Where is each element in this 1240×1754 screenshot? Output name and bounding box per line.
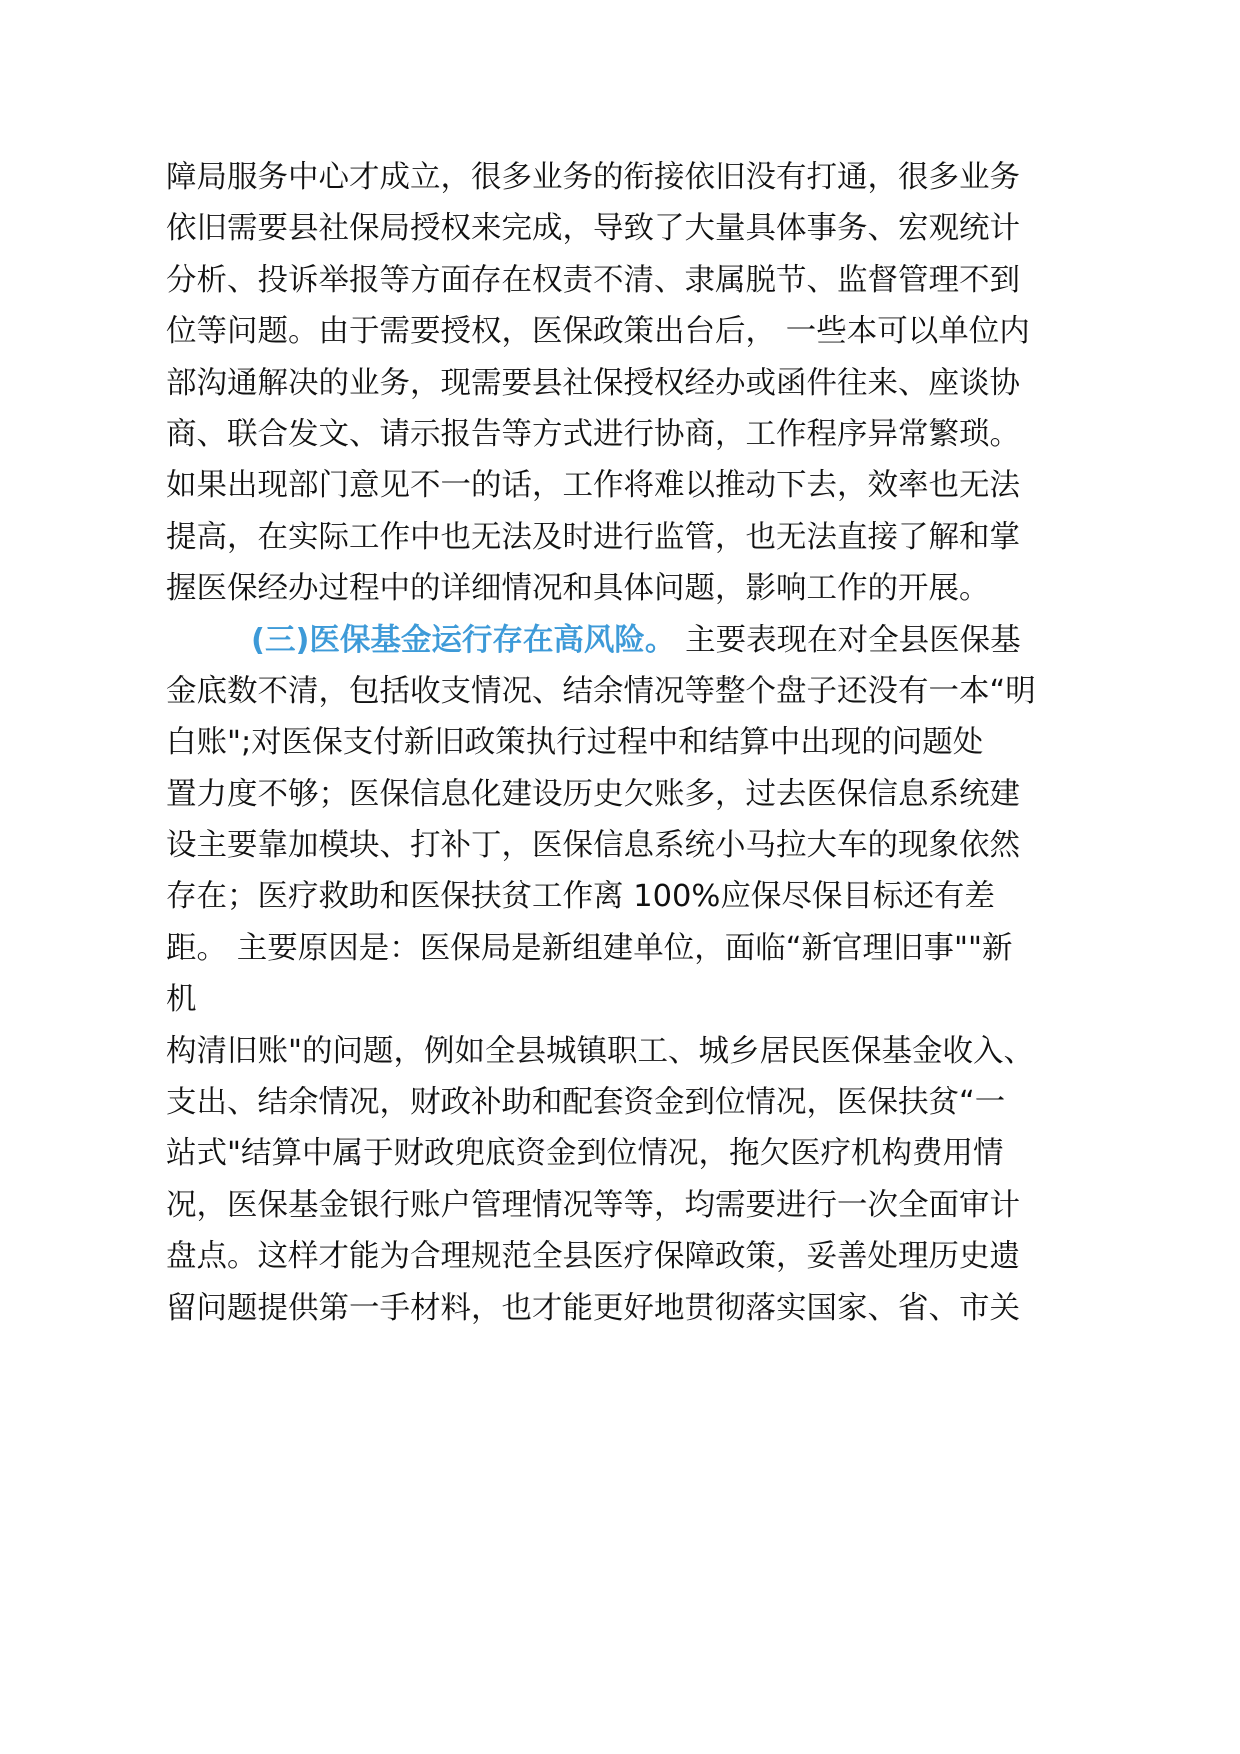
text-line-9: 握医保经办过程中的详细情况和具体问题，影响工作的开展。 <box>166 571 990 607</box>
text-line-22: 盘点。这样才能为合理规范全县医疗保障政策，妥善处理历史遗 <box>166 1239 1020 1275</box>
text-line-4: 位等问题。由于需要授权，医保政策出台后， 一些本可以单位内 <box>166 314 1030 350</box>
text-line-14: 设主要靠加模块、打补丁，医保信息系统小马拉大车的现象依然 <box>166 828 1020 864</box>
text-line-8: 提高，在实际工作中也无法及时进行监管，也无法直接了解和掌 <box>166 519 1020 555</box>
text-line-3: 分析、投诉举报等方面存在权责不清、隶属脱节、监督管理不到 <box>166 262 1020 298</box>
text-line-7: 如果出现部门意见不一的话，工作将难以推动下去，效率也无法 <box>166 468 1020 504</box>
text-line-17: 机 <box>166 982 197 1018</box>
text-line-23: 留问题提供第一手材料，也才能更好地贯彻落实国家、省、市关 <box>166 1290 1020 1326</box>
text-line-18: 构清旧账"的问题，例如全县城镇职工、城乡居民医保基金收入、 <box>166 1033 1035 1069</box>
body-text <box>166 152 1106 1334</box>
section-heading-line <box>166 615 1106 666</box>
text-line-20: 站式"结算中属于财政兜底资金到位情况，拖欠医疗机构费用情 <box>166 1136 1004 1172</box>
text-line-1: 障局服务中心才成立，很多业务的衔接依旧没有打通，很多业务 <box>166 160 1020 195</box>
text-line-15: 存在；医疗救助和医保扶贫工作离 100%应保尽保目标还有差 <box>166 879 995 915</box>
text-line-13: 置力度不够；医保信息化建设历史欠账多，过去医保信息系统建 <box>166 776 1020 812</box>
text-line-19: 支出、结余情况，财政补助和配套资金到位情况，医保扶贫“一 <box>166 1085 1006 1121</box>
text-line-16: 距。 主要原因是：医保局是新组建单位，面临“新官理旧事""新 <box>166 930 1013 966</box>
text-line-5: 部沟通解决的业务，现需要县社保授权经办或函件往来、座谈协 <box>166 365 1020 401</box>
text-line-21: 况，医保基金银行账户管理情况等等，均需要进行一次全面审计 <box>166 1187 1020 1223</box>
text-line-6: 商、联合发文、请示报告等方式进行协商，工作程序异常繁琐。 <box>166 416 1020 452</box>
text-line-12: 白账";对医保支付新旧政策执行过程中和结算中出现的问题处 <box>166 725 984 761</box>
heading-line-text: 主要表现在对全县医保基 <box>675 622 1021 658</box>
section-heading: (三)医保基金运行存在高风险。 <box>251 622 676 658</box>
text-line-11: 金底数不清，包括收支情况、结余情况等整个盘子还没有一本“明 <box>166 673 1036 709</box>
text-line-2: 依旧需要县社保局授权来完成，导致了大量具体事务、宏观统计 <box>166 211 1020 247</box>
